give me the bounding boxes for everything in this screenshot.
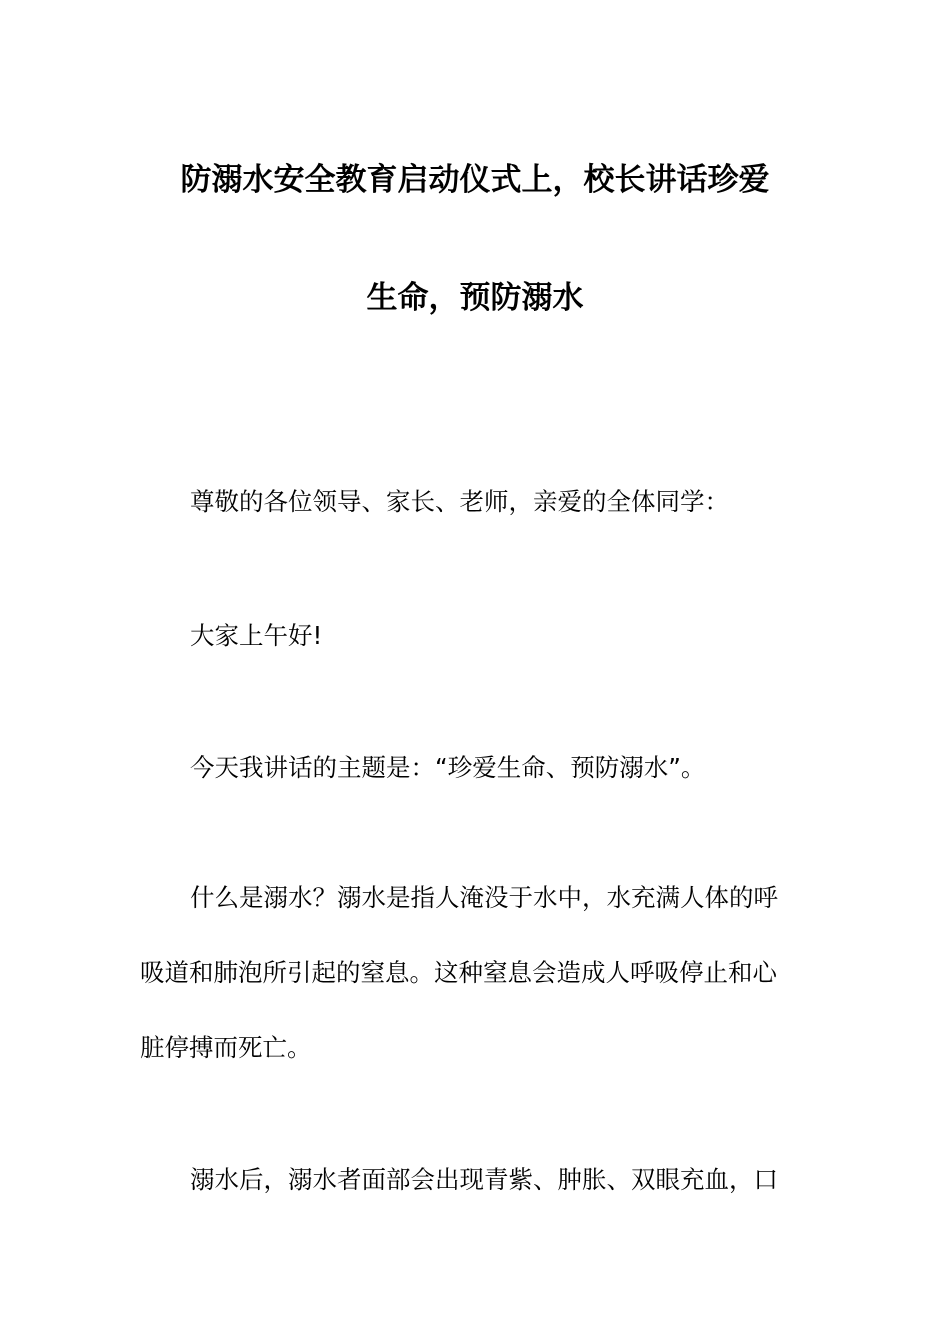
definition-paragraph-line-2: 吸道和肺泡所引起的窒息。这种窒息会造成人呼吸停止和心	[140, 958, 777, 987]
greeting-paragraph: 大家上午好!	[190, 621, 323, 650]
salutation-paragraph: 尊敬的各位领导、家长、老师，亲爱的全体同学：	[190, 487, 729, 516]
topic-paragraph: 今天我讲话的主题是：“珍爱生命、预防溺水”。	[190, 753, 706, 782]
symptoms-paragraph-line-1: 溺水后，溺水者面部会出现青紫、肿胀、双眼充血，口	[190, 1165, 778, 1194]
definition-paragraph-line-1: 什么是溺水？溺水是指人淹没于水中，水充满人体的呼	[190, 883, 778, 912]
definition-paragraph-line-3: 脏停搏而死亡。	[140, 1033, 312, 1062]
document-title-line-2: 生命，预防溺水	[366, 280, 584, 316]
document-title-line-1: 防溺水安全教育启动仪式上，校长讲话珍爱	[180, 162, 770, 198]
